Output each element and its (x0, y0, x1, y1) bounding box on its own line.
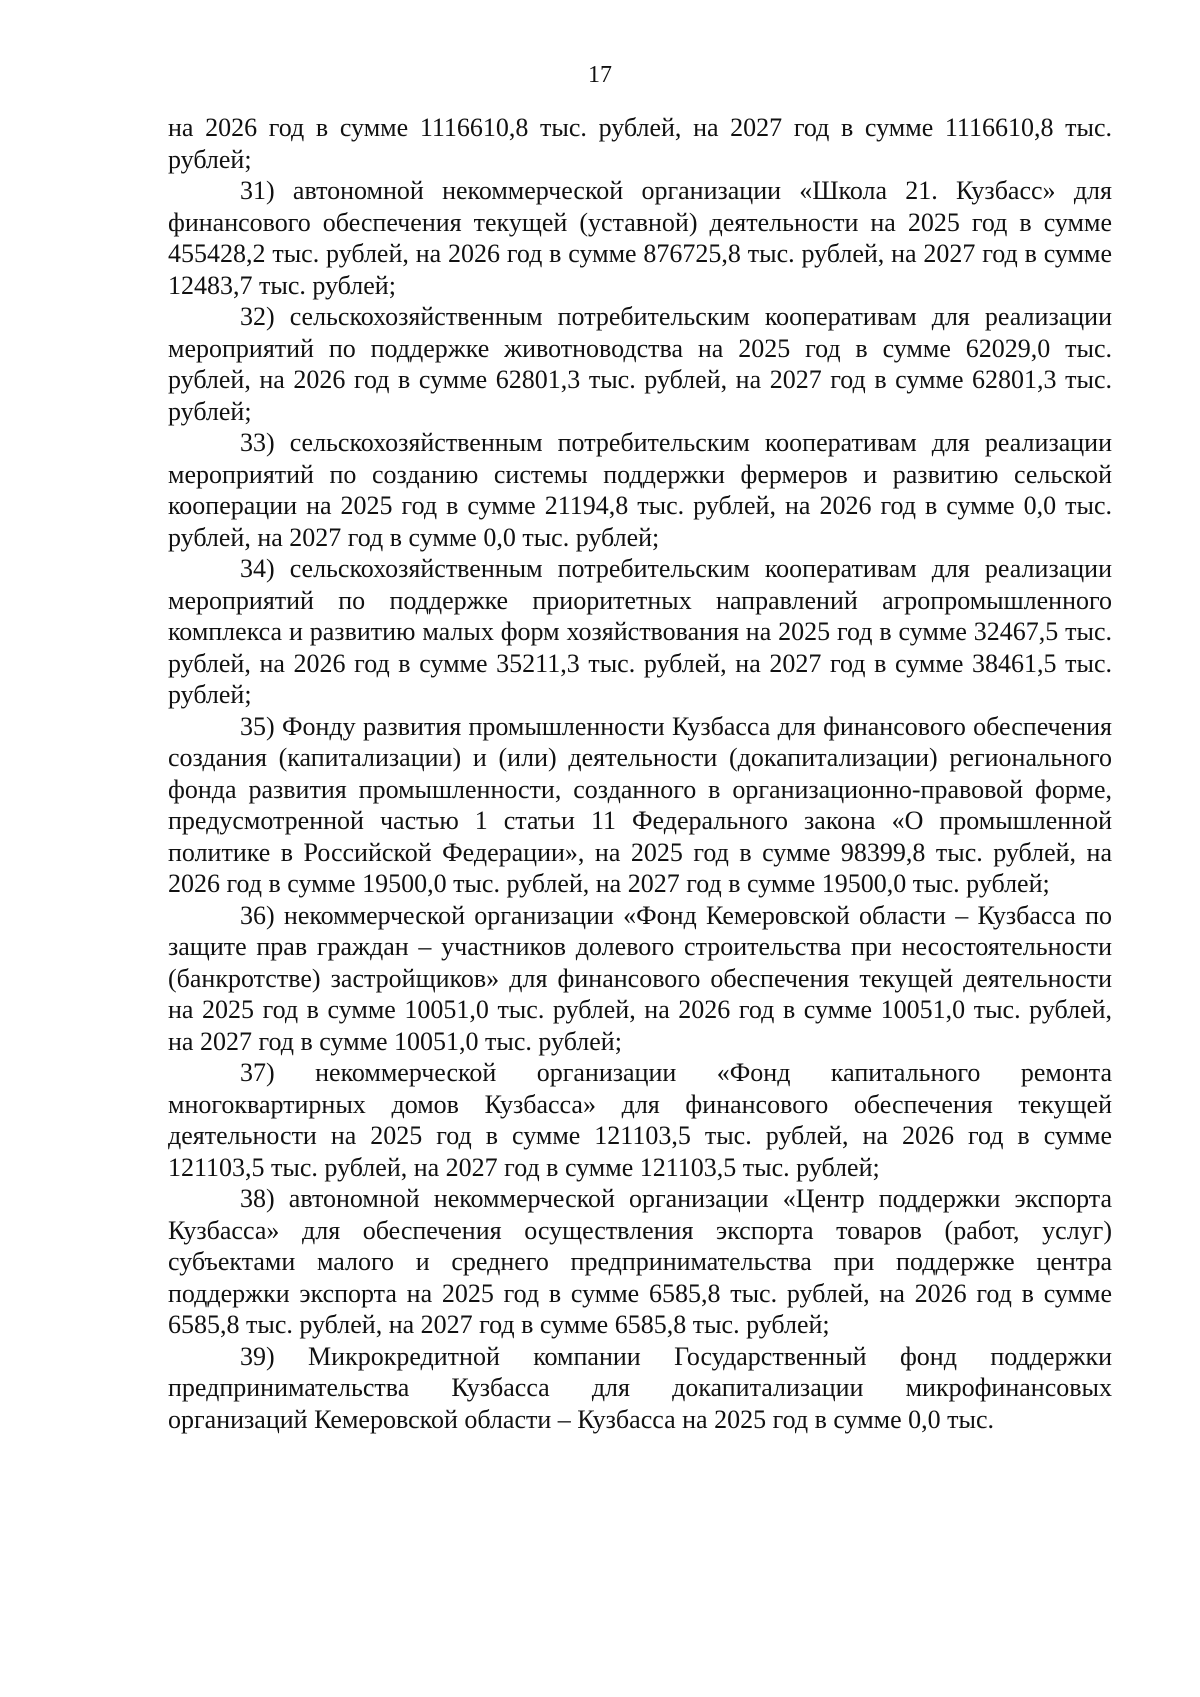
paragraph-item-32: 32) сельскохозяйственным потребительским кооперативам для реализации мероприятий по поддержке животноводства на 2025 год в сумме 62029,0 тыс. рублей, на 2026 год в сумме 62801,3 тыс. рублей, на 2027 год в сумме 62801,3 тыс. рублей; (168, 302, 1112, 426)
paragraph-item-39: 39) Микрокредитной компании Государственный фонд поддержки предпринимательства Кузбасса для докапитализации микрофинансовых организаций Кемеровской области – Кузбасса на 2025 год в сумме 0,0 тыс. (168, 1341, 1112, 1434)
document-body (168, 112, 1112, 1435)
paragraph-item-35: 35) Фонду развития промышленности Кузбасса для финансового обеспечения создания (капитализации) и (или) деятельности (докапитализации) регионального фонда развития промышленности, созданного в организационно-правовой форме, предусмотренной частью 1 статьи 11 Федерального закона «О промышленной политике в Российской Федерации», на 2025 год в сумме 98399,8 тыс. рублей, на 2026 год в сумме 19500,0 тыс. рублей, на 2027 год в сумме 19500,0 тыс. рублей; (168, 711, 1112, 898)
paragraph-continuation: на 2026 год в сумме 1116610,8 тыс. рублей, на 2027 год в сумме 1116610,8 тыс. рублей; (168, 113, 1112, 174)
paragraph-item-34: 34) сельскохозяйственным потребительским кооперативам для реализации мероприятий по поддержке приоритетных направлений агропромышленного комплекса и развитию малых форм хозяйствования на 2025 год в сумме 32467,5 тыс. рублей, на 2026 год в сумме 35211,3 тыс. рублей, на 2027 год в сумме 38461,5 тыс. рублей; (168, 554, 1112, 709)
paragraph-item-33: 33) сельскохозяйственным потребительским кооперативам для реализации мероприятий по созданию системы поддержки фермеров и развитию сельской кооперации на 2025 год в сумме 21194,8 тыс. рублей, на 2026 год в сумме 0,0 тыс. рублей, на 2027 год в сумме 0,0 тыс. рублей; (168, 428, 1112, 552)
paragraph-item-38: 38) автономной некоммерческой организации «Центр поддержки экспорта Кузбасса» для обеспечения осуществления экспорта товаров (работ, услуг) субъектами малого и среднего предпринимательства при поддержке центра поддержки экспорта на 2025 год в сумме 6585,8 тыс. рублей, на 2026 год в сумме 6585,8 тыс. рублей, на 2027 год в сумме 6585,8 тыс. рублей; (168, 1184, 1112, 1339)
paragraph-item-37: 37) некоммерческой организации «Фонд капитального ремонта многоквартирных домов Кузбасса» для финансового обеспечения текущей деятельности на 2025 год в сумме 121103,5 тыс. рублей, на 2026 год в сумме 121103,5 тыс. рублей, на 2027 год в сумме 121103,5 тыс. рублей; (168, 1058, 1112, 1182)
paragraph-item-31: 31) автономной некоммерческой организации «Школа 21. Кузбасс» для финансового обеспечения текущей (уставной) деятельности на 2025 год в сумме 455428,2 тыс. рублей, на 2026 год в сумме 876725,8 тыс. рублей, на 2027 год в сумме 12483,7 тыс. рублей; (168, 176, 1112, 300)
paragraph-item-36: 36) некоммерческой организации «Фонд Кемеровской области – Кузбасса по защите прав граждан – участников долевого строительства при несостоятельности (банкротстве) застройщиков» для финансового обеспечения текущей деятельности на 2025 год в сумме 10051,0 тыс. рублей, на 2026 год в сумме 10051,0 тыс. рублей, на 2027 год в сумме 10051,0 тыс. рублей; (168, 900, 1112, 1056)
page-number: 17 (588, 62, 612, 88)
